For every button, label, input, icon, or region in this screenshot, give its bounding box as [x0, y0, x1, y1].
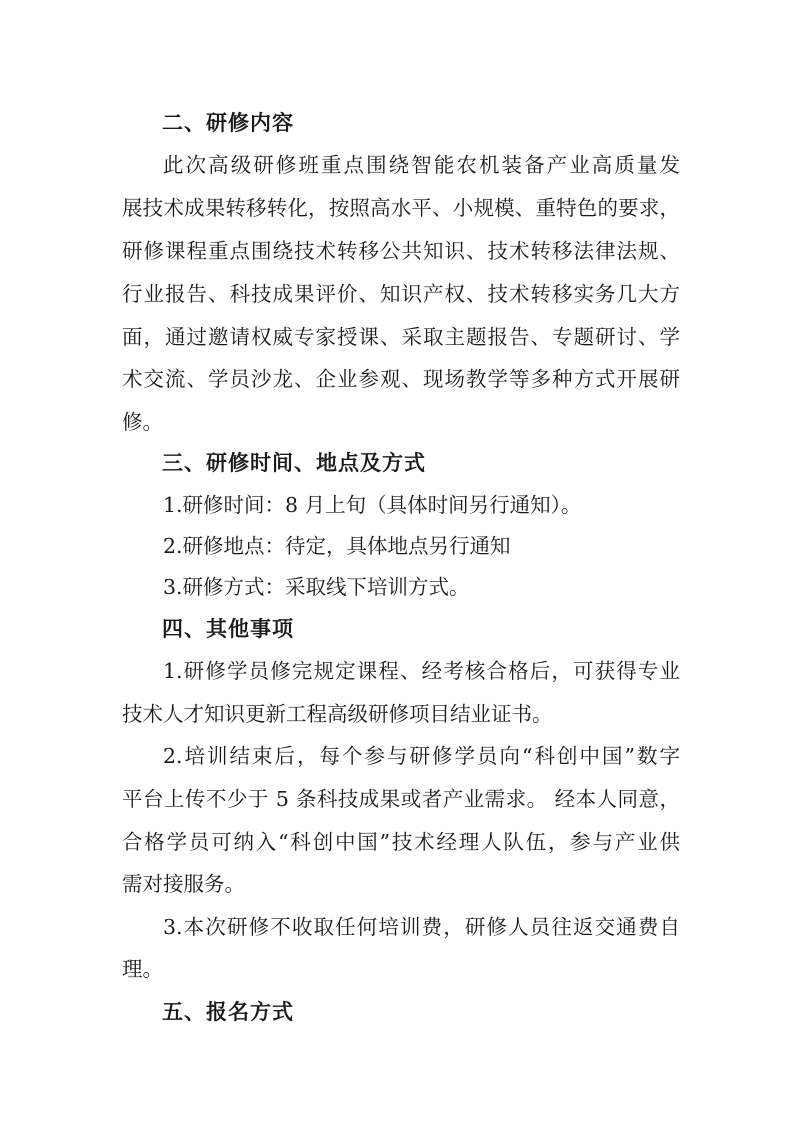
paragraph-line: 需对接服务。 — [122, 872, 245, 896]
paragraph-line: 展技术成果转移转化，按照高水平、小规模、重特色的要求， — [122, 196, 680, 220]
list-item: 2.研修地点：待定，具体地点另行通知 — [163, 534, 511, 558]
list-item: 3.研修方式：采取线下培训方式。 — [163, 575, 470, 599]
list-item: 1.研修时间：8 月上旬（具体时间另行通知）。 — [163, 493, 582, 517]
paragraph-line: 3.本次研修不收取任何培训费，研修人员往返交通费自 — [163, 915, 680, 939]
section-heading-registration: 五、报名方式 — [162, 1000, 294, 1024]
paragraph-line: 技术人才知识更新工程高级研修项目结业证书。 — [122, 702, 553, 726]
paragraph-line: 1.研修学员修完规定课程、经考核合格后，可获得专业 — [163, 659, 680, 683]
paragraph-line: 此次高级研修班重点围绕智能农机装备产业高质量发 — [163, 153, 680, 177]
paragraph-line: 合格学员可纳入“科创中国”技术经理人队伍，参与产业供 — [122, 830, 680, 854]
paragraph-line: 理。 — [122, 957, 163, 981]
section-heading-content: 二、研修内容 — [162, 111, 294, 135]
paragraph-line: 面，通过邀请权威专家授课、采取主题报告、专题研讨、学 — [122, 325, 680, 349]
section-heading-other: 四、其他事项 — [162, 617, 294, 641]
paragraph-line: 研修课程重点围绕技术转移公共知识、技术转移法律法规、 — [122, 239, 680, 263]
paragraph-line: 行业报告、科技成果评价、知识产权、技术转移实务几大方 — [122, 282, 680, 306]
paragraph-line: 修。 — [122, 410, 163, 434]
section-heading-time-place: 三、研修时间、地点及方式 — [162, 451, 426, 475]
paragraph-line: 2.培训结束后，每个参与研修学员向“科创中国”数字 — [163, 744, 680, 768]
paragraph-line: 平台上传不少于 5 条科技成果或者产业需求。 经本人同意， — [122, 787, 680, 811]
paragraph-line: 术交流、学员沙龙、企业参观、现场教学等多种方式开展研 — [122, 367, 680, 391]
